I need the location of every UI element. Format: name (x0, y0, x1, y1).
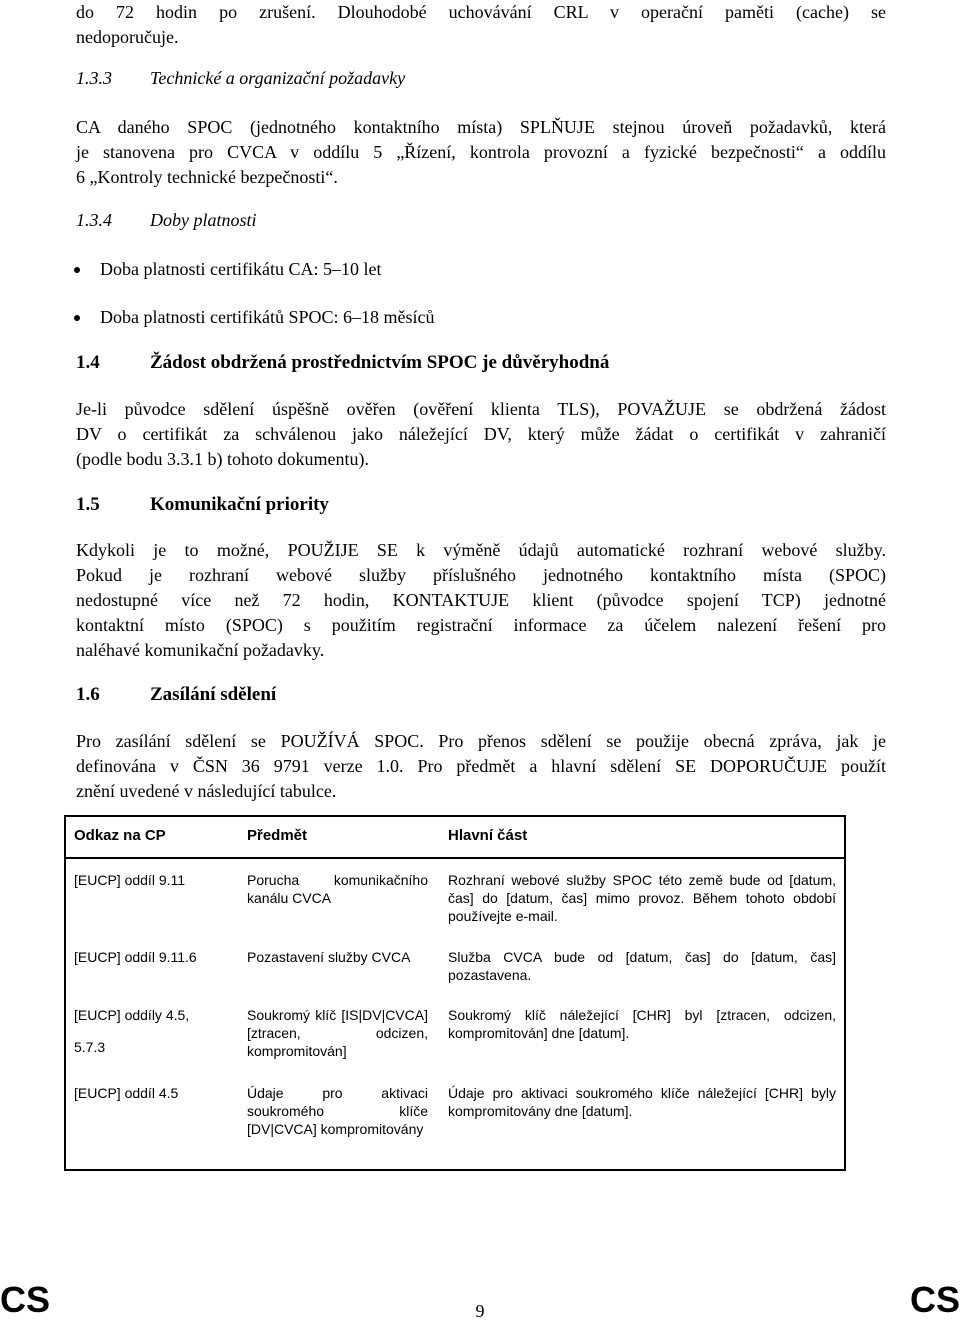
bullet-item (100, 257, 886, 282)
heading-1-6 (76, 682, 886, 707)
bullet-text: Doba platnosti certifikátu CA: 5–10 let (100, 259, 382, 279)
table-cell-subject: Soukromý klíč [IS|DV|CVCA] [ztracen, odcizen, kompromitován] (247, 1007, 428, 1059)
heading-title: Komunikační priority (150, 494, 329, 515)
paragraph-line: (podle bodu 3.3.1 b) tohoto dokumentu). (76, 449, 369, 469)
intro-line: nedoporučuje. (76, 27, 179, 47)
table-header-row (64, 816, 846, 858)
paragraph-1-3-3 (76, 115, 886, 190)
table-row (64, 925, 846, 984)
heading-title: Technické a organizační požadavky (150, 68, 406, 88)
heading-title: Žádost obdržená prostřednictvím SPOC je důvěryhodná (150, 352, 610, 373)
paragraph-line: CA daného SPOC (jednotného kontaktního místa) SPLŇUJE stejnou úroveň požadavků, která (76, 117, 886, 137)
paragraph-line: naléhavé komunikační požadavky. (76, 640, 325, 660)
table-cell-ref: [EUCP] oddíl 9.11.6 (74, 949, 197, 965)
heading-1-3-4 (76, 208, 886, 233)
paragraph-1-6 (76, 729, 886, 804)
paragraph-line: nedostupné více než 72 hodin, KONTAKTUJE klient (původce spojení TCP) jednotné (76, 590, 886, 610)
paragraph-1-5 (76, 538, 886, 663)
table-cell-ref-line: [EUCP] oddíly 4.5, (74, 1007, 190, 1023)
page-number: 9 (475, 1301, 485, 1321)
heading-1-4 (76, 350, 886, 375)
paragraph-line: je stanovena pro CVCA v oddílu 5 „Řízení, kontrola provozní a fyzické bezpečnosti“ a oddílu (76, 142, 886, 162)
bullet-dot-icon (74, 315, 80, 321)
bullet-text: Doba platnosti certifikátů SPOC: 6–18 měsíců (100, 307, 435, 327)
intro-paragraph (76, 0, 886, 50)
heading-number: 1.4 (76, 352, 100, 373)
paragraph-line: Pokud je rozhraní webové služby příslušného jednotného kontaktního místa (SPOC) (76, 565, 886, 585)
table-row (64, 1060, 846, 1148)
bullet-item (100, 305, 886, 330)
table-cell-body: Údaje pro aktivaci soukromého klíče náležející [CHR] byly kompromitovány dne [datum]. (448, 1085, 836, 1119)
table-cell-subject: Porucha komunikačního kanálu CVCA (247, 872, 428, 906)
heading-number: 1.3.3 (76, 68, 112, 88)
table-cell-body: Služba CVCA bude od [datum, čas] do [datum, čas] pozastavena. (448, 949, 836, 983)
table-row (64, 984, 846, 1060)
intro-line: do 72 hodin po zrušení. Dlouhodobé uchovávání CRL v operační paměti (cache) se (76, 2, 886, 22)
column-header: Hlavní část (438, 816, 846, 858)
table-cell-ref: [EUCP] oddíl 9.11 (74, 872, 186, 888)
table-cell-subject: Pozastavení služby CVCA (247, 949, 411, 965)
column-header: Předmět (237, 816, 438, 858)
column-header: Odkaz na CP (64, 816, 237, 858)
table-cell-subject: Údaje pro aktivaci soukromého klíče [DV|CVCA] kompromitovány (247, 1085, 428, 1137)
paragraph-1-4 (76, 397, 886, 472)
table-cell-body: Soukromý klíč náležející [CHR] byl [ztracen, odcizen, kompromitován] dne [datum]. (448, 1007, 836, 1041)
paragraph-line: Kdykoli je to možné, POUŽIJE SE k výměně údajů automatické rozhraní webové služby. (76, 540, 886, 560)
paragraph-line: DV o certifikát za schválenou jako náležející DV, který může žádat o certifikát v zahraničí (76, 424, 886, 444)
paragraph-line: kontaktní místo (SPOC) s použitím registrační informace za účelem nalezení řešení pro (76, 615, 886, 635)
table-row (64, 858, 846, 925)
heading-1-3-3 (76, 66, 886, 91)
bullet-dot-icon (74, 267, 80, 273)
paragraph-line: definována v ČSN 36 9791 verze 1.0. Pro předmět a hlavní sdělení SE DOPORUČUJE použít (76, 756, 886, 776)
heading-1-5 (76, 492, 886, 517)
heading-title: Zasílání sdělení (150, 684, 277, 705)
footer-language-right: CS (909, 1279, 960, 1320)
table-cell-ref-line: 5.7.3 (74, 1039, 106, 1055)
heading-number: 1.6 (76, 684, 100, 705)
heading-title: Doby platnosti (150, 210, 257, 230)
footer-language-left: CS (0, 1279, 51, 1320)
message-table (64, 815, 846, 1148)
paragraph-line: Pro zasílání sdělení se POUŽÍVÁ SPOC. Pro přenos sdělení se použije obecná zpráva, jak je (76, 731, 886, 751)
paragraph-line: Je-li původce sdělení úspěšně ověřen (ověření klienta TLS), POVAŽUJE se obdržená žádost (76, 399, 886, 419)
paragraph-line: 6 „Kontroly technické bezpečnosti“. (76, 167, 338, 187)
table-cell-ref (64, 984, 237, 1060)
table-cell-ref: [EUCP] oddíl 4.5 (74, 1085, 179, 1101)
heading-number: 1.3.4 (76, 210, 112, 230)
table-cell-body: Rozhraní webové služby SPOC této země bude od [datum, čas] do [datum, čas] mimo provoz. Během tohoto období používejte e-mail. (448, 872, 836, 924)
heading-number: 1.5 (76, 494, 100, 515)
paragraph-line: znění uvedené v následující tabulce. (76, 781, 337, 801)
